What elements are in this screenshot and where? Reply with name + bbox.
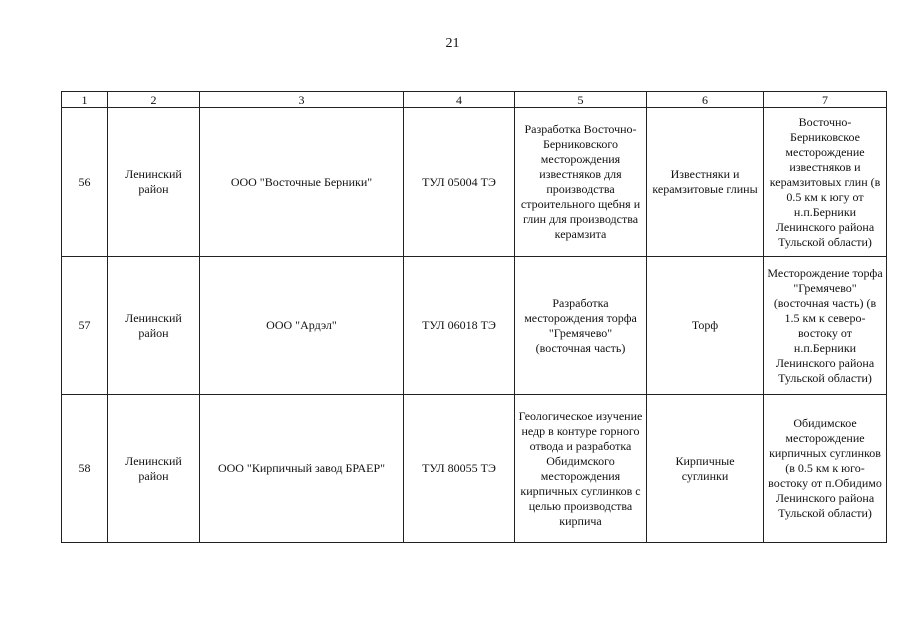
table-row <box>62 257 887 395</box>
column-header: 5 <box>515 92 647 108</box>
column-header: 4 <box>404 92 515 108</box>
district-cell <box>108 395 200 543</box>
district-text: Ленинский район <box>125 453 182 483</box>
mineral-cell <box>647 108 764 257</box>
column-header: 7 <box>764 92 887 108</box>
mineral-text: Известняки и керамзитовые глины <box>652 167 758 196</box>
mineral-cell <box>647 395 764 543</box>
license-cell: ТУЛ 80055 ТЭ <box>404 395 515 543</box>
company-cell: ООО "Ардэл" <box>200 257 404 395</box>
mineral-cell: Торф <box>647 257 764 395</box>
location-cell: Восточно-Берниковское месторождение известняков и керамзитовых глин (в 0.5 км к югу от н.п.Берники Ленинского района Тульской области) <box>764 108 887 257</box>
table-row <box>62 108 887 257</box>
row-number-cell: 56 <box>62 108 108 257</box>
location-cell: Месторождение торфа "Гремячево" (восточная часть) (в 1.5 км к северо-востоку от н.п.Берники Ленинского района Тульской области) <box>764 257 887 395</box>
subsoil-license-table <box>61 91 887 543</box>
table-header-row <box>62 92 887 108</box>
location-cell: Обидимское месторождение кирпичных суглинков (в 0.5 км к юго-востоку от п.Обидимо Ленинского района Тульской области) <box>764 395 887 543</box>
column-header: 1 <box>62 92 108 108</box>
row-number-cell: 57 <box>62 257 108 395</box>
row-number-cell: 58 <box>62 395 108 543</box>
column-header: 2 <box>108 92 200 108</box>
company-cell: ООО "Кирпичный завод БРАЕР" <box>200 395 404 543</box>
purpose-cell: Геологическое изучение недр в контуре горного отвода и разработка Обидимского месторождения кирпичных суглинков с целью производства кирпича <box>515 395 647 543</box>
company-cell: ООО "Восточные Берники" <box>200 108 404 257</box>
district-cell <box>108 257 200 395</box>
purpose-cell <box>515 257 647 395</box>
page-number: 21 <box>445 36 460 51</box>
purpose-cell: Разработка Восточно-Берниковского месторождения известняков для производства строительного щебня и глин для производства керамзита <box>515 108 647 257</box>
column-header: 3 <box>200 92 404 108</box>
purpose-text: Разработка месторождения торфа "Гремячево" (восточная часть) <box>524 295 637 355</box>
table-row <box>62 395 887 543</box>
column-header: 6 <box>647 92 764 108</box>
license-cell: ТУЛ 05004 ТЭ <box>404 108 515 257</box>
district-cell <box>108 108 200 257</box>
license-cell: ТУЛ 06018 ТЭ <box>404 257 515 395</box>
district-text: Ленинский район <box>125 167 182 196</box>
mineral-text: Кирпичные суглинки <box>675 453 735 483</box>
district-text: Ленинский район <box>125 310 182 340</box>
